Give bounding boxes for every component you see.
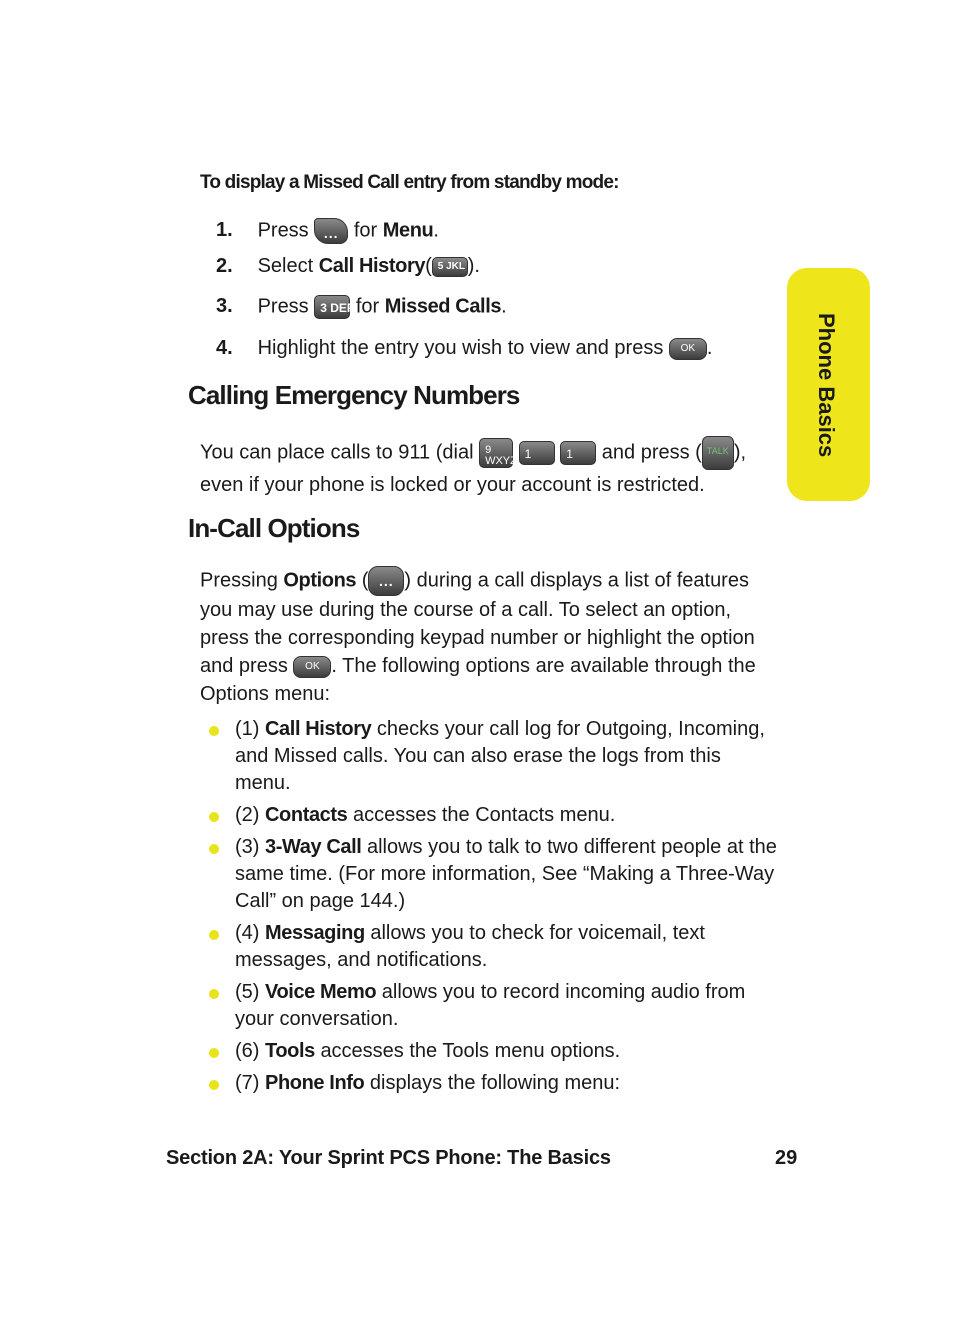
item-text: accesses the Tools menu options. (320, 1040, 621, 1062)
step-text: for (355, 295, 380, 318)
item-bold: Tools (265, 1040, 315, 1062)
bullet-icon (209, 1048, 219, 1058)
key-5-icon: 5 JKL (432, 257, 468, 277)
section-heading-emergency: Calling Emergency Numbers (188, 380, 520, 410)
list-item (205, 979, 780, 1033)
item-text: allows you to talk to two different people at the same time. (For more information, See “Making a Three-Way Call” on page 144.) (235, 836, 777, 912)
item-number: (5) (235, 981, 260, 1003)
ok-key-icon: OK (293, 656, 331, 678)
options-key-icon: ... (368, 566, 404, 596)
key-1-icon: 1 (560, 441, 596, 465)
incall-paragraph (200, 566, 780, 708)
para-text: Pressing (200, 569, 278, 592)
step-text: for (353, 219, 378, 242)
para-text: ) during a call displays a list of features you may use during the course of a call. To select an option, press the corresponding keypad number or highlight the option and press (200, 569, 755, 677)
step-number: 4. (216, 337, 233, 359)
bullet-icon (209, 812, 219, 822)
item-number: (2) (235, 804, 260, 826)
instruction-heading: To display a Missed Call entry from standby mode: (200, 172, 619, 193)
step-text: Select (257, 255, 314, 277)
step-punct: ). (467, 255, 480, 277)
step-1 (216, 218, 439, 244)
list-item (205, 920, 780, 974)
item-bold: Voice Memo (265, 981, 377, 1003)
para-text: . The following options are available through the Options menu: (200, 655, 756, 705)
options-list (205, 716, 780, 1102)
step-3 (216, 295, 507, 319)
step-number: 2. (216, 255, 233, 277)
para-text: and press ( (601, 441, 702, 464)
item-bold: Call History (265, 718, 372, 740)
step-punct: . (433, 219, 439, 242)
bullet-icon (209, 1080, 219, 1090)
step-bold: Menu (382, 219, 434, 242)
key-9-icon: 9 WXYZ (479, 438, 513, 468)
bullet-icon (209, 844, 219, 854)
list-item (205, 1070, 780, 1097)
talk-key-icon: TALK (702, 436, 734, 470)
step-text: Press (257, 295, 309, 318)
bullet-icon (209, 930, 219, 940)
ok-key-icon: OK (669, 338, 707, 360)
step-2 (216, 255, 480, 278)
item-text: allows you to check for voicemail, text messages, and notifications. (235, 922, 705, 971)
para-text: even if your phone is locked or your account is restricted. (200, 474, 705, 496)
step-punct: ( (425, 255, 432, 277)
footer-section-title: Section 2A: Your Sprint PCS Phone: The Basics (166, 1147, 611, 1169)
item-number: (3) (235, 836, 260, 858)
key-3-icon: 3 DEF (314, 295, 350, 319)
list-item (205, 716, 780, 797)
step-text: Press (257, 219, 309, 242)
step-text: Highlight the entry you wish to view and press (257, 337, 664, 359)
bullet-icon (209, 726, 219, 736)
item-bold: Contacts (265, 804, 348, 826)
step-punct: . (501, 295, 507, 318)
item-text: accesses the Contacts menu. (352, 804, 616, 826)
list-item (205, 1038, 780, 1065)
item-text: allows you to record incoming audio from your conversation. (235, 981, 746, 1030)
step-number: 3. (216, 295, 233, 318)
key-1-icon: 1 (519, 441, 555, 465)
item-bold: Messaging (265, 922, 365, 944)
item-number: (1) (235, 718, 260, 740)
item-number: (4) (235, 922, 260, 944)
para-text: ), (733, 441, 747, 464)
item-number: (6) (235, 1040, 260, 1062)
step-punct: . (706, 337, 713, 359)
emergency-paragraph (200, 436, 790, 501)
step-number: 1. (216, 219, 233, 242)
para-text: ( (361, 569, 369, 592)
menu-key-icon: ... (314, 218, 348, 244)
section-tab-label: Phone Basics (814, 313, 839, 458)
section-heading-incall: In-Call Options (188, 513, 360, 543)
section-tab (787, 268, 870, 501)
step-bold: Missed Calls (384, 295, 502, 318)
item-bold: Phone Info (265, 1072, 365, 1094)
item-text: checks your call log for Outgoing, Incoming, and Missed calls. You can also erase the logs from this menu. (235, 718, 765, 794)
bullet-icon (209, 989, 219, 999)
item-number: (7) (235, 1072, 260, 1094)
list-item (205, 834, 780, 915)
item-bold: 3-Way Call (265, 836, 362, 858)
list-item (205, 802, 780, 829)
step-4 (216, 337, 712, 360)
step-bold: Call History (318, 255, 426, 277)
para-bold: Options (283, 569, 357, 592)
page-number: 29 (775, 1147, 798, 1169)
para-text: You can place calls to 911 (dial (200, 441, 474, 464)
item-text: displays the following menu: (369, 1072, 621, 1094)
